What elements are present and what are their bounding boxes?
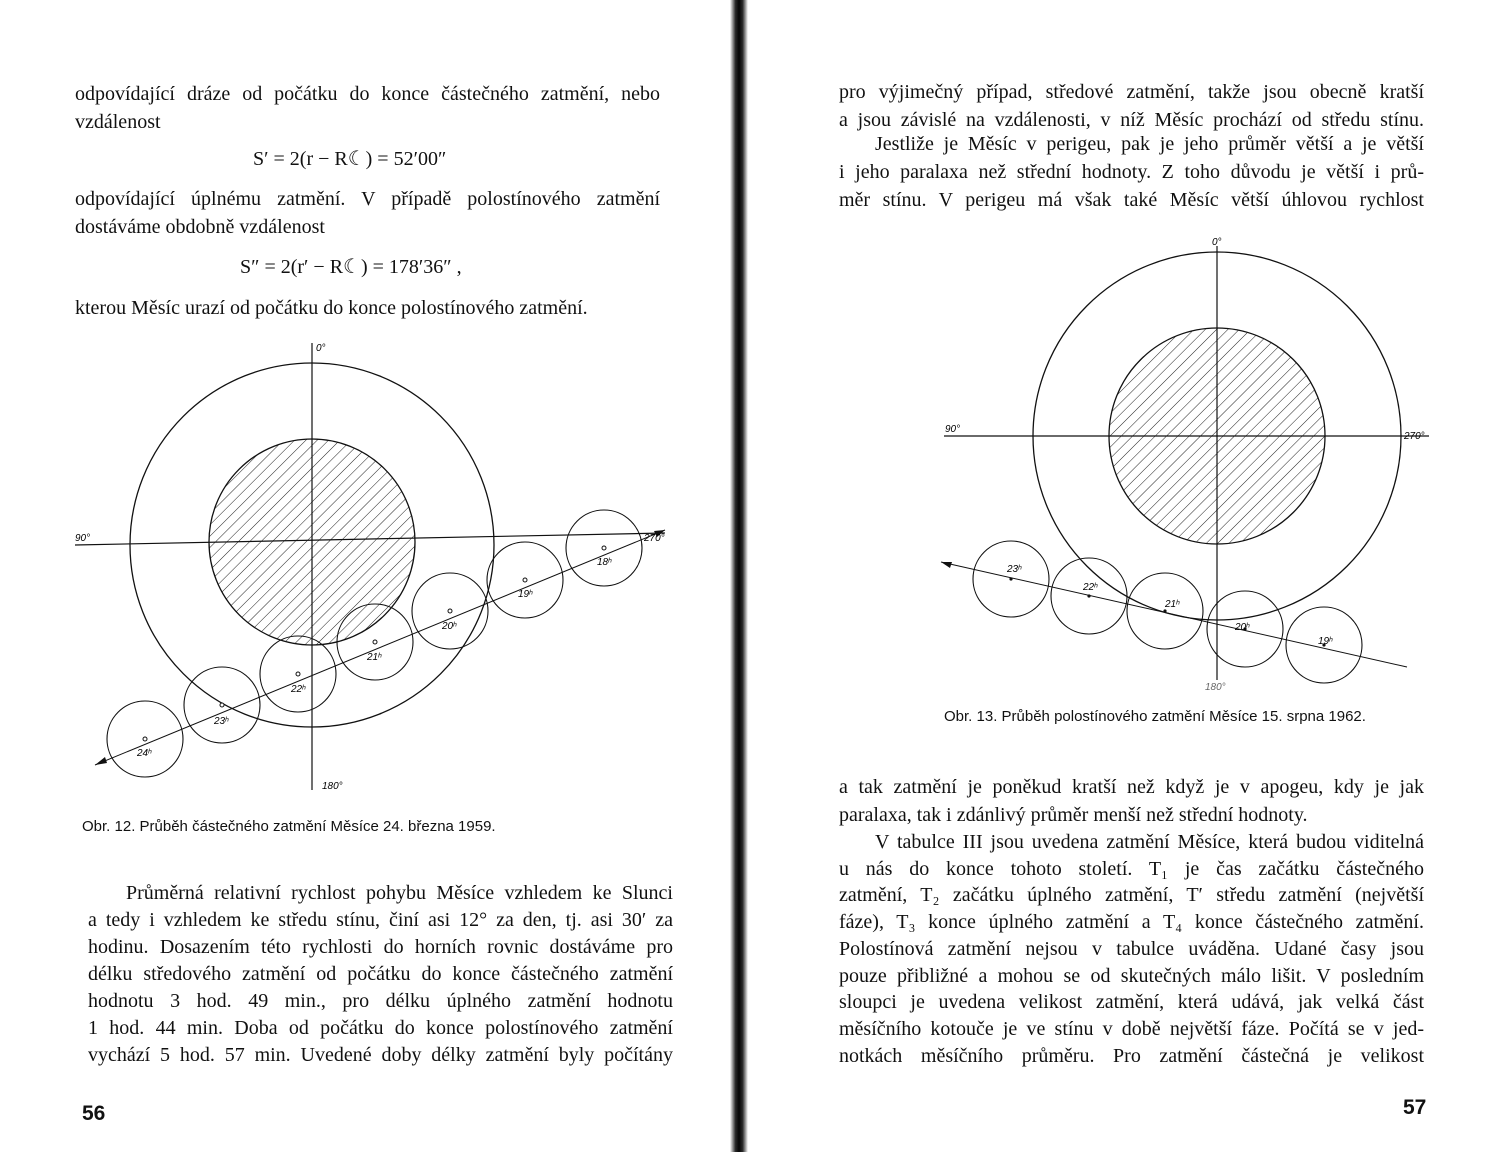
right-paragraph-3	[839, 773, 1424, 829]
hour-label-21h: 21ʰ	[1165, 599, 1180, 610]
text-line: Jestliže je Měsíc v perigeu, pak je jeho průměr větší a je větší	[875, 133, 1424, 155]
text-line: měsíčního kotouče je ve stínu v době největší fáze. Počítá se v jed-	[839, 1017, 1424, 1040]
text-line: pro výjimečný případ, středové zatmění, takže jsou obecně kratší	[839, 81, 1424, 103]
right-paragraph-4	[839, 829, 1424, 1069]
moon-center-dot	[296, 672, 300, 676]
axis-label-0: 0°	[1212, 237, 1222, 248]
text-line: hodinu. Dosazením této rychlosti do horních rovnic dostáváme pro	[88, 936, 673, 958]
hour-label-19h: 19ʰ	[518, 589, 533, 600]
text-line: dostáváme obdobně vzdálenost	[75, 216, 325, 238]
path-arrow-icon	[941, 562, 952, 568]
text-line: u nás do konce tohoto století. T₁ je čas začátku částečného	[839, 857, 1424, 880]
figure-12-eclipse-diagram	[60, 335, 680, 800]
text-line: V tabulce III jsou uvedena zatmění Měsíce, která budou viditelná	[875, 831, 1424, 853]
page-number-56: 56	[82, 1102, 106, 1125]
text-line: i jeho paralaxa než střední hodnoty. Z toho důvodu je větší i prů-	[839, 161, 1424, 183]
hour-label-21h: 21ʰ	[367, 652, 382, 663]
moon-center-dot	[1087, 594, 1090, 597]
hour-label-23h: 23ʰ	[214, 716, 229, 727]
left-paragraph-1	[75, 80, 660, 136]
moon-center-dot	[448, 609, 452, 613]
text-line: měr stínu. V perigeu má však také Měsíc větší úhlovou rychlost	[839, 189, 1424, 211]
axis-label-90: 90°	[75, 533, 91, 544]
moon-center-dot	[523, 578, 527, 582]
left-paragraph-3: kterou Měsíc urazí od počátku do konce polostínového zatmění.	[75, 297, 588, 319]
figure-13-caption: Obr. 13. Průběh polostínového zatmění Měsíce 15. srpna 1962.	[944, 708, 1366, 725]
page-number-57: 57	[1403, 1096, 1427, 1119]
hour-label-18h: 18ʰ	[597, 557, 612, 568]
axis-label-0: 0°	[316, 343, 326, 354]
hour-label-22h: 22ʰ	[291, 684, 306, 695]
hour-label-23h: 23ʰ	[1007, 564, 1022, 575]
right-paragraph-1	[839, 78, 1424, 134]
hour-label-19h: 19ʰ	[1318, 636, 1333, 647]
axis-label-180: 180°	[1205, 682, 1226, 693]
text-line: notkách měsíčního průměru. Pro zatmění částečná je velikost	[839, 1044, 1424, 1067]
text-line: pouze přibližné a mohou se od skutečných málo lišit. V posledním	[839, 964, 1424, 987]
text-line: odpovídající úplnému zatmění. V případě polostínového zatmění	[75, 188, 660, 210]
right-page	[744, 0, 1506, 1152]
left-body-paragraph	[88, 880, 673, 1069]
text-line: fáze), T₃ konce úplného zatmění a T₄ konce částečného zatmění.	[839, 911, 1424, 934]
hour-label-20h: 20ʰ	[1235, 622, 1250, 633]
text-line: Průměrná relativní rychlost pohybu Měsíce vzhledem ke Slunci	[126, 882, 673, 904]
moon-center-dot	[602, 546, 606, 550]
axis-label-270: 270°	[644, 533, 665, 544]
text-line: a tedy i vzhledem ke středu stínu, činí asi 12° za den, tj. asi 30′ za	[88, 909, 673, 931]
hour-label-22h: 22ʰ	[1083, 582, 1098, 593]
text-line: hodnotu 3 hod. 49 min., pro délku úplného zatmění hodnotu	[88, 990, 673, 1012]
text-line: vychází 5 hod. 57 min. Uvedené doby délky zatmění byly počítány	[88, 1044, 673, 1066]
text-line: a tak zatmění je poněkud kratší než když je v apogeu, kdy je jak	[839, 776, 1424, 798]
text-line: sloupci je uvedena velikost zatmění, která udává, jak velká část	[839, 991, 1424, 1014]
moon-center-dot	[1009, 577, 1012, 580]
equation-s-double-prime: S″ = 2(r′ − R☾) = 178′36″ ,	[240, 256, 462, 278]
text-line: Polostínová zatmění nejsou v tabulce uváděna. Udané časy jsou	[839, 937, 1424, 960]
left-page	[0, 0, 736, 1152]
text-line: 1 hod. 44 min. Doba od počátku do konce polostínového zatmění	[88, 1017, 673, 1039]
text-line: a jsou závislé na vzdálenosti, v níž Měsíc prochází od středu stínu.	[839, 109, 1424, 131]
equation-s-prime: S′ = 2(r − R☾) = 52′00″	[253, 148, 447, 170]
moon-center-dot	[220, 703, 224, 707]
axis-label-180: 180°	[322, 781, 343, 792]
axis-label-270: 270°	[1404, 431, 1425, 442]
hour-label-24h: 24ʰ	[137, 748, 152, 759]
moon-center-dot	[373, 640, 377, 644]
left-paragraph-2	[75, 185, 660, 241]
text-line: vzdálenost	[75, 111, 161, 133]
text-line: paralaxa, tak i zdánlivý průměr menší než střední hodnoty.	[839, 804, 1308, 826]
text-line: odpovídající dráze od počátku do konce částečného zatmění, nebo	[75, 83, 660, 105]
figure-13-eclipse-diagram	[929, 232, 1429, 694]
axis-label-90: 90°	[945, 424, 961, 435]
path-arrow-icon	[95, 757, 107, 765]
text-line: délku středového zatmění od počátku do konce částečného zatmění	[88, 963, 673, 985]
hour-label-20h: 20ʰ	[442, 621, 457, 632]
text-line: zatmění, T₂ začátku úplného zatmění, T′ středu zatmění (největší	[839, 884, 1424, 907]
figure-12-caption: Obr. 12. Průběh částečného zatmění Měsíce 24. března 1959.	[82, 818, 496, 835]
right-paragraph-2	[839, 130, 1424, 214]
moon-center-dot	[143, 737, 147, 741]
